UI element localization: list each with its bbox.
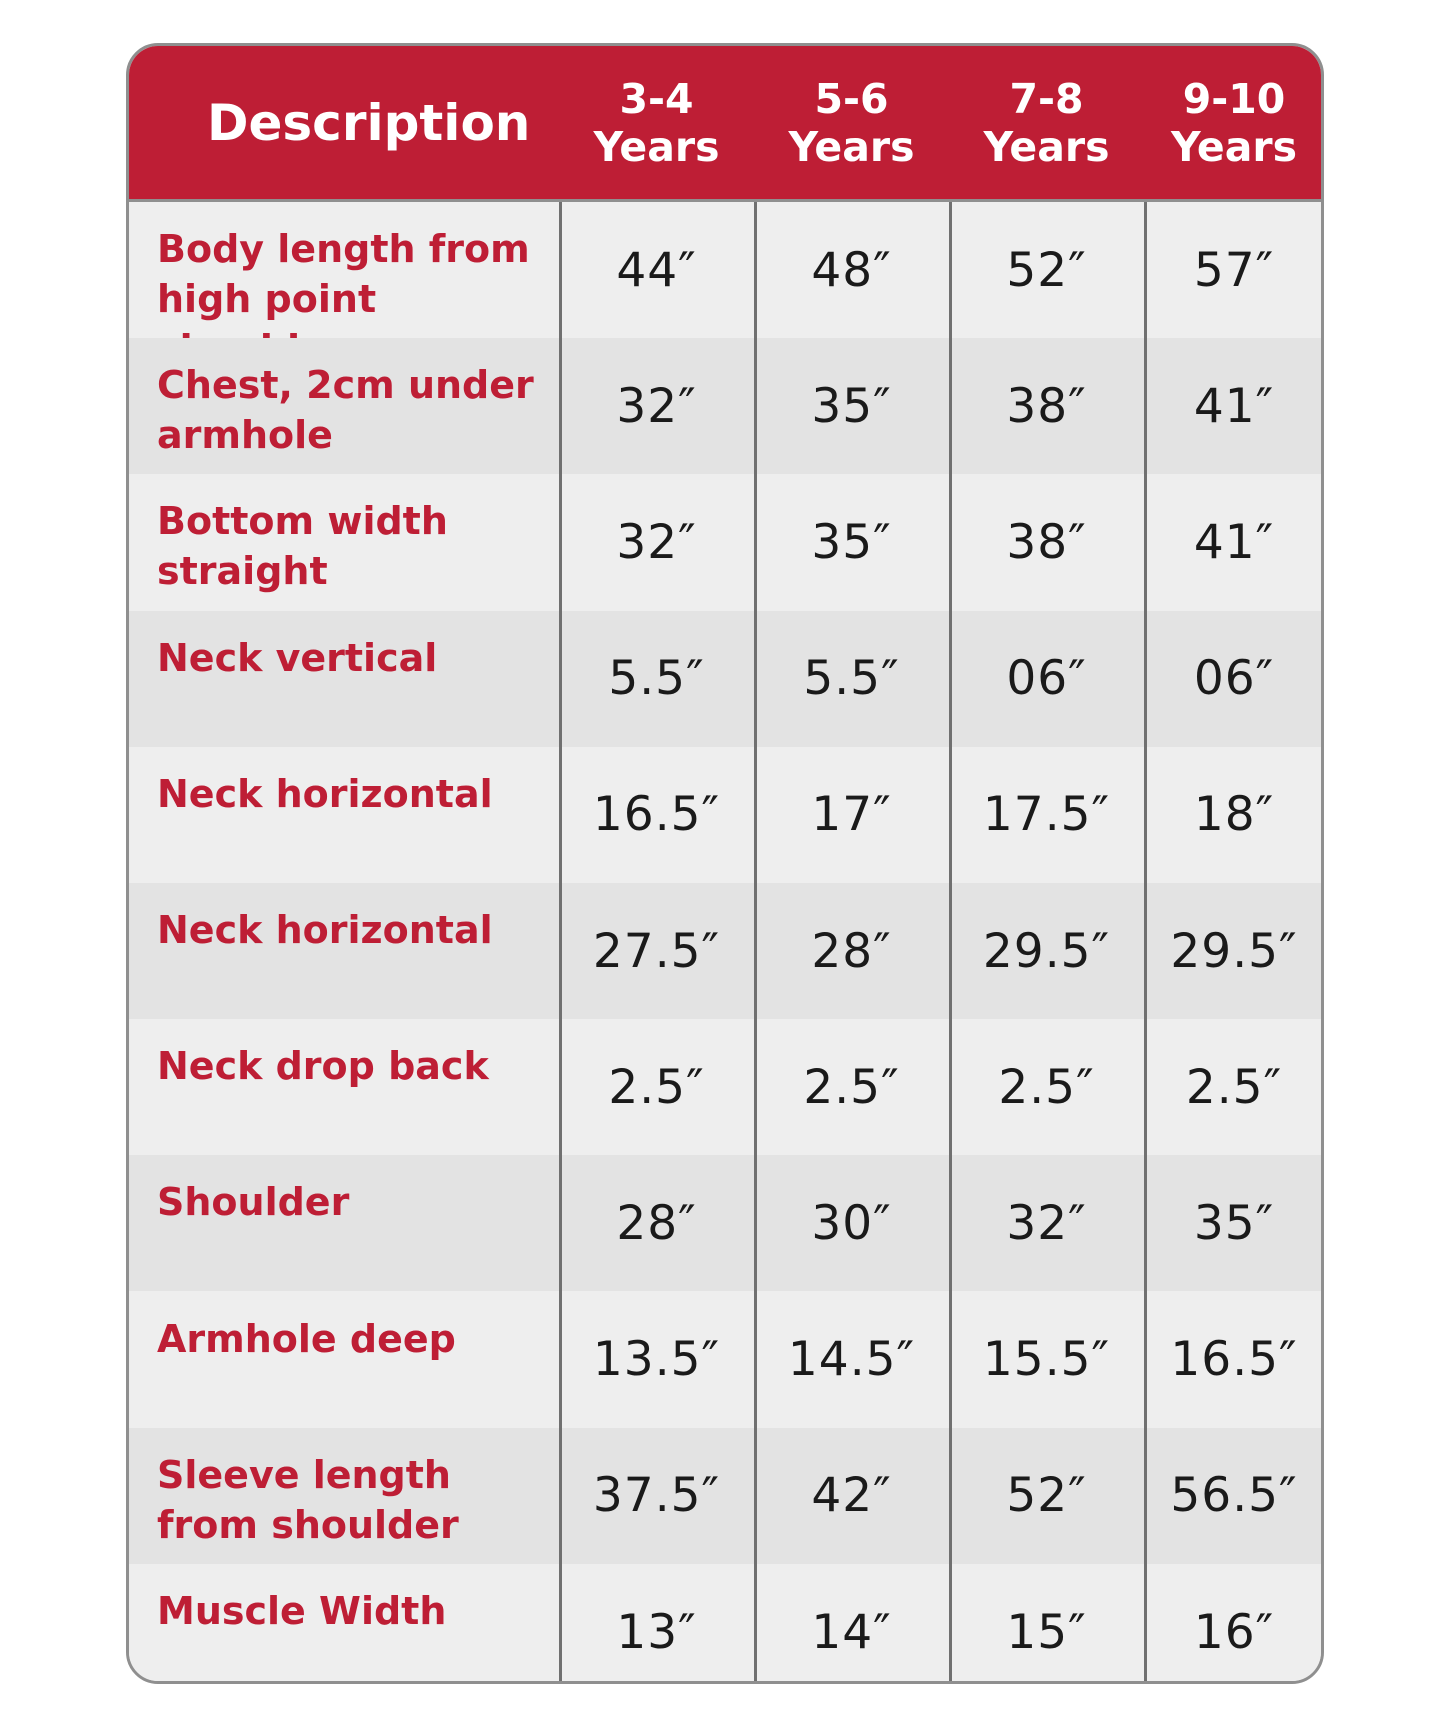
table-row	[129, 1155, 1321, 1291]
column-divider	[949, 202, 952, 1681]
row-value: 15″	[1006, 1604, 1087, 1660]
row-value: 41″	[1193, 378, 1275, 434]
header-age-5-6	[754, 46, 949, 199]
row-value: 52″	[1006, 1468, 1087, 1524]
row-label: Sleeve length from shoulder	[157, 1452, 459, 1547]
row-value: 35″	[1193, 1195, 1275, 1251]
header-age-unit: Years	[788, 122, 915, 171]
row-value: 38″	[1006, 514, 1087, 570]
row-value: 57″	[1193, 242, 1275, 298]
table-row	[129, 1428, 1321, 1564]
row-value: 29.5″	[1170, 923, 1298, 979]
row-value: 37.5″	[592, 1468, 721, 1524]
row-label: Bottom width straight	[157, 499, 448, 594]
row-value: 48″	[811, 242, 892, 298]
column-divider	[754, 202, 757, 1681]
row-value: 35″	[811, 378, 892, 434]
header-age-9-10	[1144, 46, 1324, 199]
row-label: Neck horizontal	[157, 771, 493, 816]
row-value: 32″	[1006, 1195, 1087, 1251]
header-age-unit: Years	[983, 122, 1110, 171]
row-value: 14″	[811, 1604, 892, 1660]
row-label: Neck vertical	[157, 635, 438, 680]
table-row	[129, 474, 1321, 610]
row-value: 32″	[616, 514, 697, 570]
row-value: 30″	[811, 1195, 892, 1251]
header-description: Description	[207, 93, 531, 152]
row-value: 17.5″	[982, 787, 1111, 843]
row-value: 2.5″	[998, 1059, 1095, 1115]
row-label: Chest, 2cm under armhole	[157, 363, 534, 458]
header-age-7-8	[949, 46, 1144, 199]
header-age-range: 7-8	[1009, 74, 1084, 123]
column-divider	[1144, 202, 1147, 1681]
row-value: 06″	[1006, 651, 1087, 707]
row-value: 28″	[616, 1195, 697, 1251]
row-value: 52″	[1006, 242, 1087, 298]
row-value: 13.5″	[592, 1332, 721, 1388]
table-row	[129, 747, 1321, 883]
row-value: 2.5″	[803, 1059, 900, 1115]
table-row	[129, 611, 1321, 747]
row-label: Shoulder	[157, 1180, 350, 1225]
row-value: 42″	[811, 1468, 892, 1524]
row-label: Neck horizontal	[157, 908, 493, 952]
row-label: Armhole deep	[157, 1316, 456, 1361]
header-age-range: 5-6	[814, 74, 889, 123]
row-value: 16″	[1193, 1604, 1275, 1660]
row-value: 13″	[616, 1604, 697, 1660]
row-value: 32″	[616, 378, 697, 434]
table-row	[129, 1564, 1321, 1684]
size-chart-table	[126, 43, 1324, 1684]
row-label: Muscle Width	[157, 1589, 447, 1633]
table-row	[129, 338, 1321, 474]
column-divider	[559, 202, 562, 1681]
row-value: 27.5″	[592, 923, 721, 979]
row-value: 14.5″	[787, 1332, 916, 1388]
table-row	[129, 1019, 1321, 1155]
table-row	[129, 883, 1321, 1019]
row-value: 16.5″	[592, 787, 721, 843]
table-header	[129, 46, 1321, 202]
row-value: 5.5″	[803, 651, 900, 707]
header-age-3-4	[559, 46, 754, 199]
row-value: 5.5″	[608, 651, 705, 707]
row-value: 35″	[811, 514, 892, 570]
row-value: 16.5″	[1170, 1332, 1298, 1388]
row-label: Neck drop back	[157, 1044, 489, 1089]
header-age-unit: Years	[1170, 122, 1298, 171]
row-value: 15.5″	[982, 1332, 1111, 1388]
row-value: 56.5″	[1170, 1468, 1298, 1524]
row-value: 2.5″	[608, 1059, 705, 1115]
header-age-range: 9-10	[1182, 74, 1286, 123]
row-value: 38″	[1006, 378, 1087, 434]
row-value: 2.5″	[1185, 1059, 1283, 1115]
row-value: 06″	[1193, 651, 1275, 707]
row-value: 41″	[1193, 514, 1275, 570]
row-value: 29.5″	[982, 923, 1111, 979]
row-value: 44″	[616, 242, 697, 298]
row-value: 17″	[811, 787, 892, 843]
table-row	[129, 202, 1321, 338]
row-value: 28″	[811, 923, 892, 979]
row-value: 18″	[1193, 787, 1275, 843]
table-row	[129, 1292, 1321, 1428]
header-age-range: 3-4	[619, 74, 694, 123]
row-label: Body length from high point	[157, 227, 530, 321]
header-age-unit: Years	[593, 122, 720, 171]
